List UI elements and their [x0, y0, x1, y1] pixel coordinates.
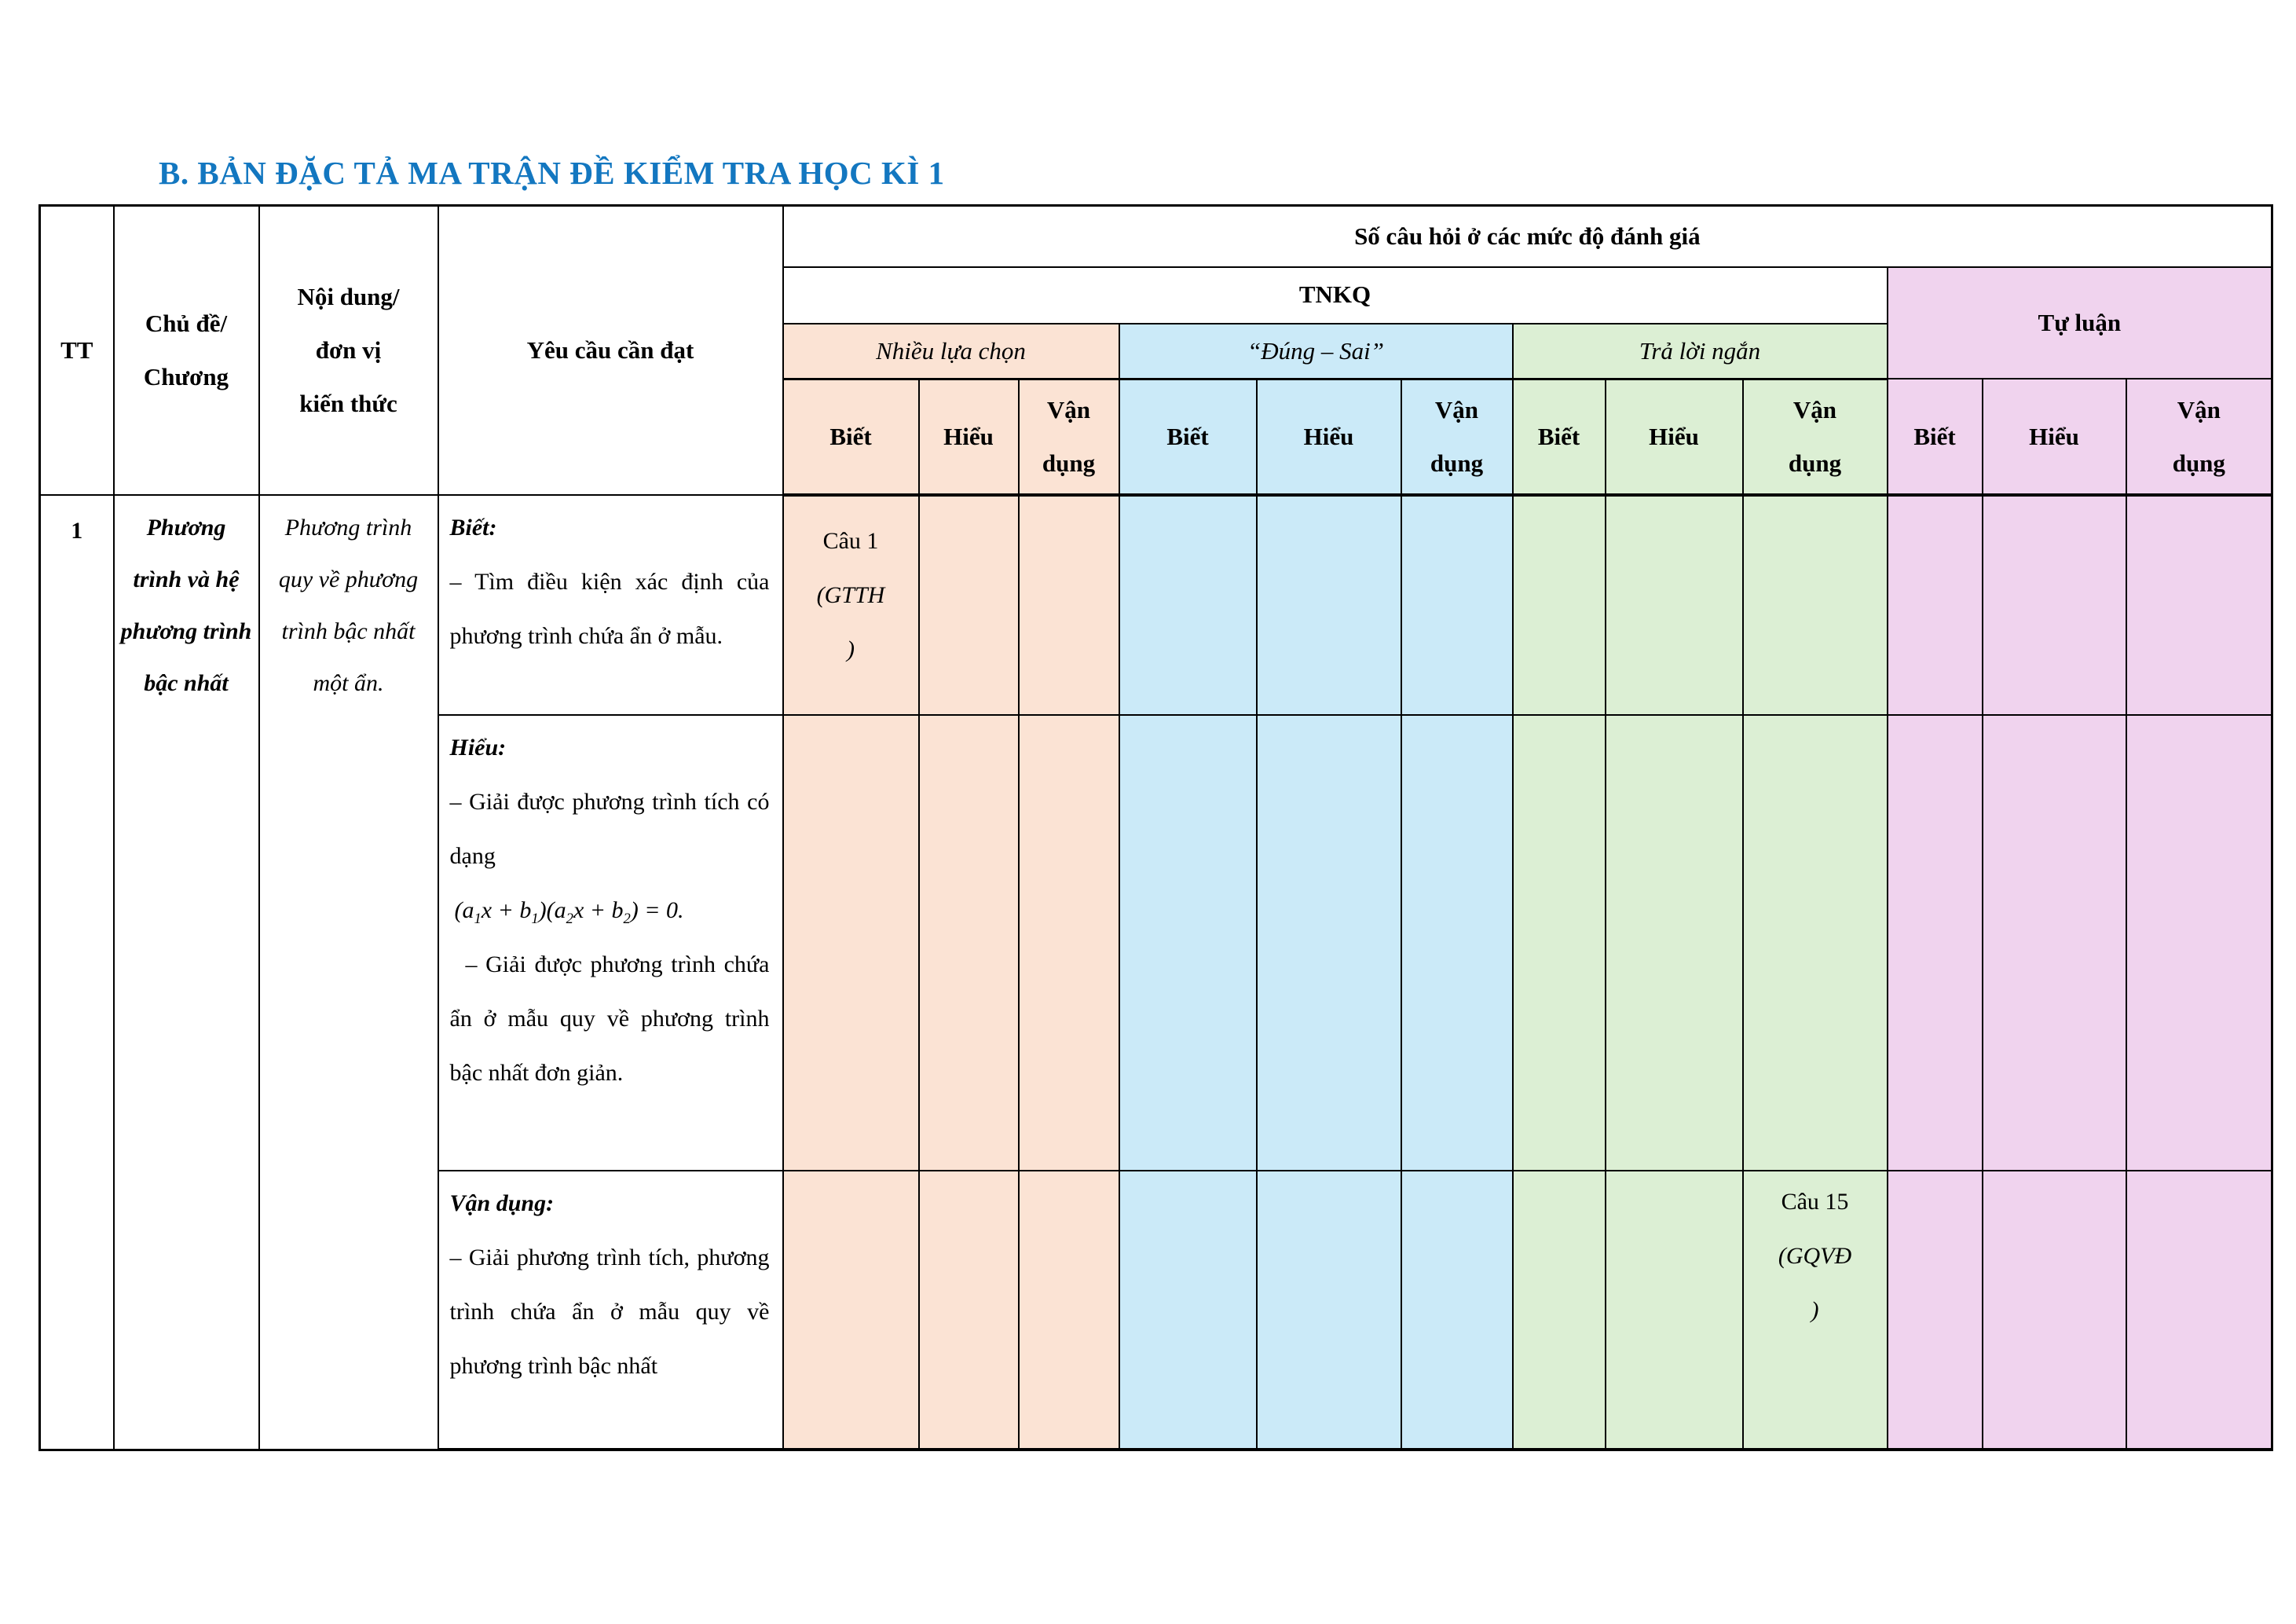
requirement-apply-label: Vận dụng:: [449, 1190, 555, 1217]
matrix-cell: [1606, 1171, 1743, 1450]
header-short-answer: Trả lời ngắn: [1513, 324, 1888, 379]
matrix-cell: [1888, 495, 1983, 715]
requirement-apply-text: – Giải phương trình tích, phương trình chứa ẩn ở mẫu quy về phương trình bậc nhất: [449, 1245, 770, 1380]
matrix-cell: [1019, 715, 1119, 1171]
requirement-know-text: – Tìm điều kiện xác định của phương trình chứa ẩn ở mẫu.: [449, 569, 770, 650]
matrix-cell: [1119, 1171, 1257, 1450]
matrix-cell: [1257, 715, 1401, 1171]
matrix-cell: [919, 495, 1019, 715]
matrix-cell: [1983, 495, 2126, 715]
matrix-cell: [1119, 715, 1257, 1171]
matrix-cell: [1257, 1171, 1401, 1450]
matrix-cell: [1513, 1171, 1606, 1450]
header-essay: Tự luận: [1888, 267, 2272, 379]
cell-question-15: [1743, 1171, 1888, 1450]
cell-requirement-apply: [438, 1171, 783, 1450]
header-topic: Chủ đề/ Chương: [114, 206, 259, 496]
matrix-cell: [1513, 715, 1606, 1171]
header-level-mc-hieu: Hiểu: [919, 379, 1019, 495]
header-level-ds-biet: Biết: [1119, 379, 1257, 495]
header-level-sa-biet: Biết: [1513, 379, 1606, 495]
matrix-cell: [1019, 1171, 1119, 1450]
matrix-cell: [1743, 715, 1888, 1171]
header-requirement: Yêu cầu cần đạt: [438, 206, 783, 496]
matrix-cell: [1019, 495, 1119, 715]
matrix-cell: [1606, 715, 1743, 1171]
matrix-cell: [783, 1171, 919, 1450]
matrix-cell: [919, 1171, 1019, 1450]
matrix-cell: [1983, 715, 2126, 1171]
header-content-unit: Nội dung/ đơn vị kiến thức: [259, 206, 438, 496]
header-level-mc-vandung: Vận dụng: [1019, 379, 1119, 495]
requirement-know-label: Biết:: [449, 515, 497, 541]
question-15-ref: Câu 15 (GQVĐ ): [1778, 1189, 1852, 1324]
header-level-mc-biet: Biết: [783, 379, 919, 495]
question-1-ref: Câu 1 (GTTH ): [816, 528, 885, 663]
header-true-false: “Đúng – Sai”: [1119, 324, 1513, 379]
equation-product-form: $(a_1x + b_1)(a_2x + b_2) = 0$.: [454, 897, 684, 928]
cell-row-number: 1: [40, 495, 114, 1450]
requirement-understand-label: Hiểu:: [449, 735, 507, 761]
matrix-cell: [1606, 495, 1743, 715]
cell-question-1: [783, 495, 919, 715]
exam-spec-matrix-table: [38, 204, 2273, 1451]
requirement-understand-text1: – Giải được phương trình tích có dạng: [449, 789, 770, 870]
header-level-sa-hieu: Hiểu: [1606, 379, 1743, 495]
cell-requirement-understand: [438, 715, 783, 1171]
matrix-cell: [2126, 715, 2272, 1171]
header-level-essay-vandung: Vận dụng: [2126, 379, 2272, 495]
cell-requirement-know: [438, 495, 783, 715]
header-multiple-choice: Nhiều lựa chọn: [783, 324, 1119, 379]
cell-content-unit: Phương trình quy về phương trình bậc nhất một ẩn.: [259, 495, 438, 1450]
header-question-count: Số câu hỏi ở các mức độ đánh giá: [783, 206, 2272, 267]
matrix-cell: [1513, 495, 1606, 715]
matrix-cell: [1743, 495, 1888, 715]
matrix-cell: [1401, 715, 1513, 1171]
header-level-essay-biet: Biết: [1888, 379, 1983, 495]
header-level-sa-vandung: Vận dụng: [1743, 379, 1888, 495]
header-tnkq: TNKQ: [783, 267, 1888, 324]
document-title: B. BẢN ĐẶC TẢ MA TRẬN ĐỀ KIỂM TRA HỌC KÌ 1: [159, 155, 945, 191]
header-tt: TT: [40, 206, 114, 496]
matrix-cell: [919, 715, 1019, 1171]
header-level-ds-hieu: Hiểu: [1257, 379, 1401, 495]
matrix-cell: [1888, 1171, 1983, 1450]
matrix-cell: [1983, 1171, 2126, 1450]
matrix-cell: [1119, 495, 1257, 715]
header-level-ds-vandung: Vận dụng: [1401, 379, 1513, 495]
matrix-cell: [783, 715, 919, 1171]
matrix-cell: [1401, 1171, 1513, 1450]
matrix-cell: [1888, 715, 1983, 1171]
matrix-cell: [1401, 495, 1513, 715]
requirement-understand-text2: – Giải được phương trình chứa ẩn ở mẫu quy về phương trình bậc nhất đơn giản.: [449, 951, 770, 1087]
matrix-cell: [2126, 1171, 2272, 1450]
header-level-essay-hieu: Hiểu: [1983, 379, 2126, 495]
matrix-cell: [1257, 495, 1401, 715]
matrix-cell: [2126, 495, 2272, 715]
cell-topic: Phương trình và hệ phương trình bậc nhất: [114, 495, 259, 1450]
